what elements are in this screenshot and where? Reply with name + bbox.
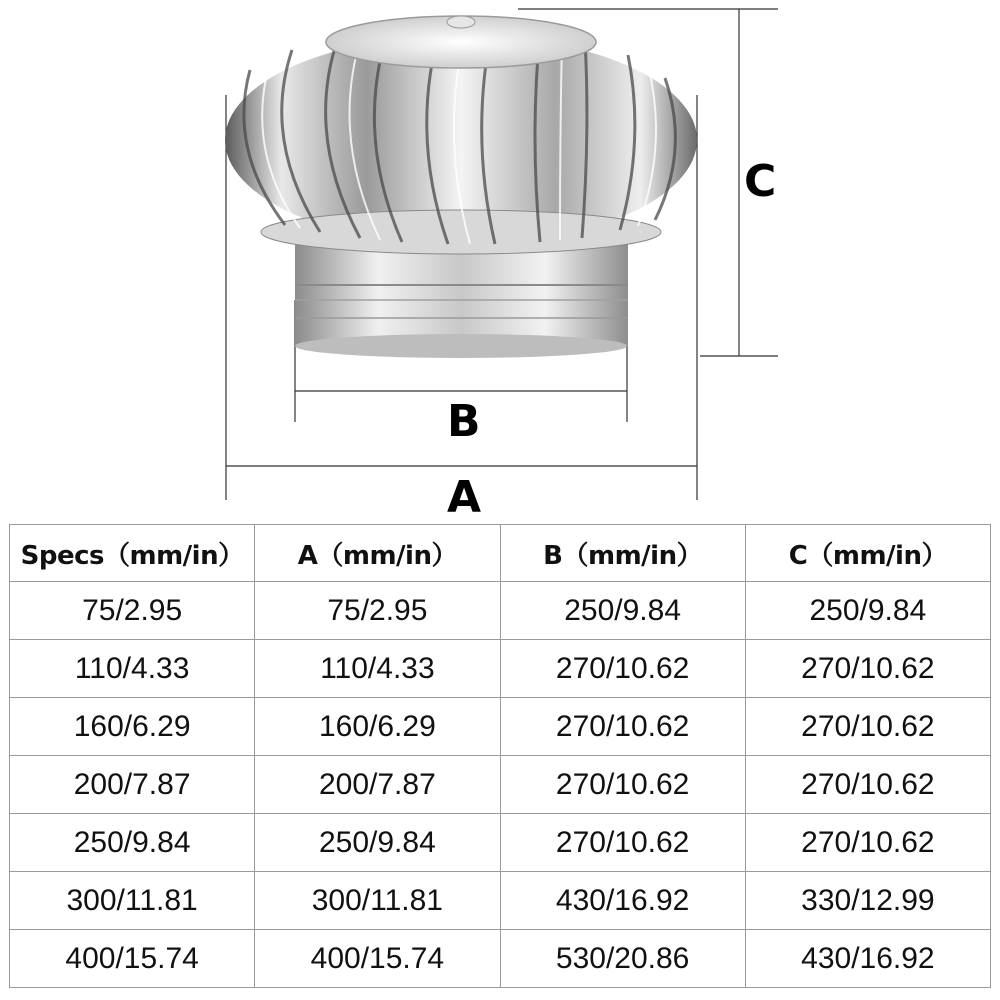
specs-table xyxy=(9,524,991,988)
cell-c: 330/12.99 xyxy=(745,872,990,930)
dimension-label-b: B xyxy=(447,396,481,447)
table-row xyxy=(10,756,991,814)
cell-a: 110/4.33 xyxy=(255,640,500,698)
cell-a: 75/2.95 xyxy=(255,582,500,640)
cell-b: 270/10.62 xyxy=(500,756,745,814)
table-header-row xyxy=(10,525,991,582)
cell-a: 400/15.74 xyxy=(255,930,500,988)
cell-b: 530/20.86 xyxy=(500,930,745,988)
cell-a: 200/7.87 xyxy=(255,756,500,814)
table-row xyxy=(10,698,991,756)
cell-c: 430/16.92 xyxy=(745,930,990,988)
cell-specs: 400/15.74 xyxy=(10,930,255,988)
header-specs: Specs（mm/in） xyxy=(10,525,255,582)
cell-specs: 110/4.33 xyxy=(10,640,255,698)
header-b: B（mm/in） xyxy=(500,525,745,582)
cell-a: 250/9.84 xyxy=(255,814,500,872)
dimension-label-a: A xyxy=(447,472,482,523)
cell-a: 300/11.81 xyxy=(255,872,500,930)
table-row xyxy=(10,814,991,872)
vent-base-pipe xyxy=(295,238,628,358)
cell-c: 270/10.62 xyxy=(745,698,990,756)
turbine-head xyxy=(225,16,697,254)
cell-c: 250/9.84 xyxy=(745,582,990,640)
cell-specs: 160/6.29 xyxy=(10,698,255,756)
cell-b: 270/10.62 xyxy=(500,814,745,872)
cell-a: 160/6.29 xyxy=(255,698,500,756)
cell-b: 430/16.92 xyxy=(500,872,745,930)
dimension-label-c: C xyxy=(744,156,777,207)
cell-b: 250/9.84 xyxy=(500,582,745,640)
header-a: A（mm/in） xyxy=(255,525,500,582)
cell-c: 270/10.62 xyxy=(745,640,990,698)
cell-specs: 300/11.81 xyxy=(10,872,255,930)
cell-specs: 200/7.87 xyxy=(10,756,255,814)
cell-specs: 75/2.95 xyxy=(10,582,255,640)
cell-specs: 250/9.84 xyxy=(10,814,255,872)
table-row xyxy=(10,582,991,640)
cell-b: 270/10.62 xyxy=(500,640,745,698)
cell-c: 270/10.62 xyxy=(745,814,990,872)
table-row xyxy=(10,872,991,930)
cell-b: 270/10.62 xyxy=(500,698,745,756)
cell-c: 270/10.62 xyxy=(745,756,990,814)
table-row xyxy=(10,930,991,988)
header-c: C（mm/in） xyxy=(745,525,990,582)
table-row xyxy=(10,640,991,698)
